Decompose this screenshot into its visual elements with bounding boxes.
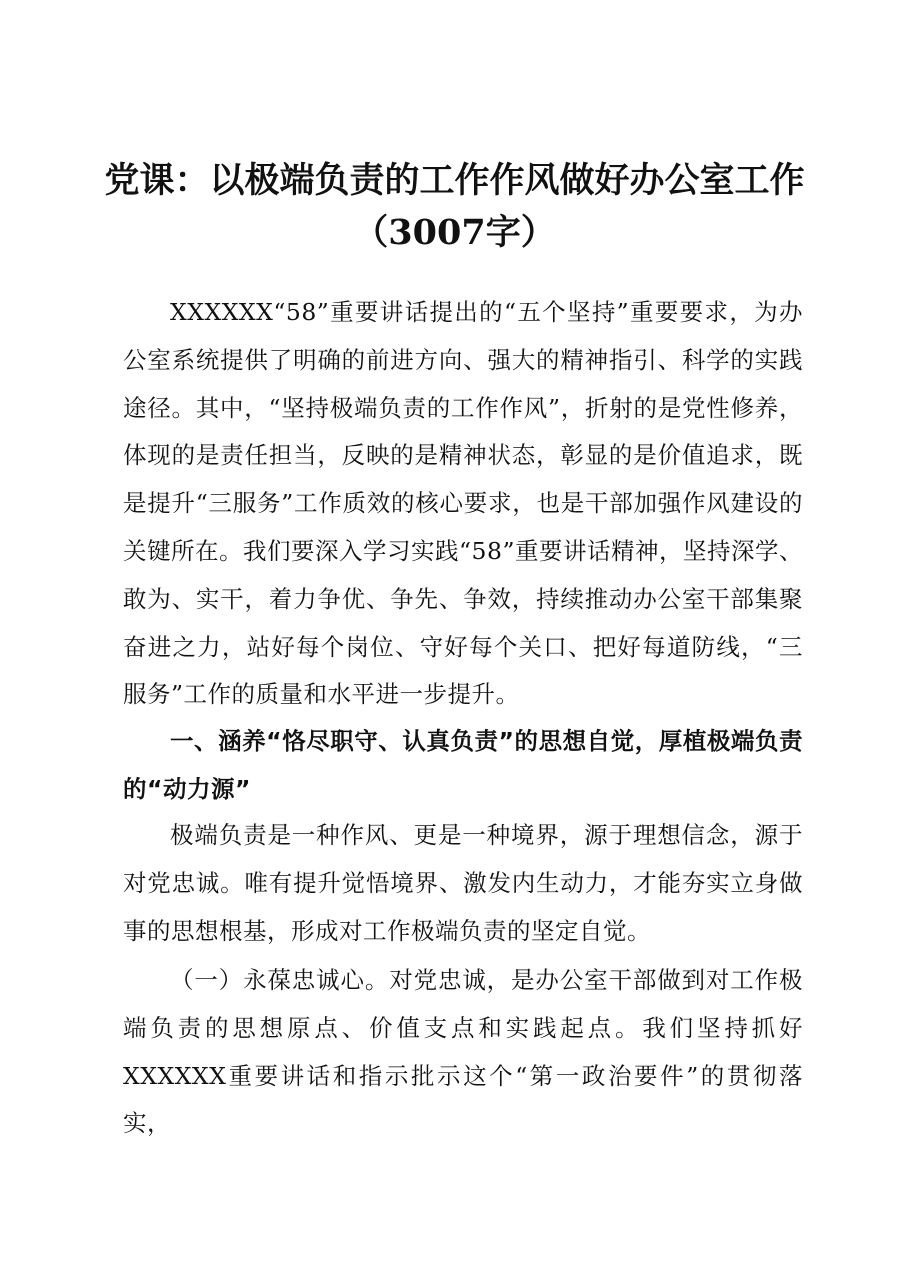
section-heading-1: 一、涵养“恪尽职守、认真负责”的思想自觉，厚植极端负责的“动力源” — [123, 727, 803, 803]
document-title: 党课：以极端负责的工作作风做好办公室工作 — [104, 160, 805, 201]
intro-paragraph: XXXXXX“58”重要讲话提出的“五个坚持”重要要求，为办公室系统提供了明确的前进方向、强大的精神指引、科学的实践途径。其中，“坚持极端负责的工作作风”，折射的是党性修养，体现的是责任担当，反映的是精神状态，彰显的是价值追求，既是提升“三服务”工作质效的核心要求，也是干部加强作风建设的关键所在。我们要深入学习实践“58”重要讲话精神，坚持深学、敢为、实干，着力争优、争先、争效，持续推动办公室干部集聚奋进之力，站好每个岗位、守好每个关口、把好每道防线，“三服务”工作的质量和水平进一步提升。 — [123, 298, 803, 709]
subsection-1-paragraph: （一）永葆忠诚心。对党忠诚，是办公室干部做到对工作极端负责的思想原点、价值支点和实践起点。我们坚持抓好XXXXXX重要讲话和指示批示这个“第一政治要件”的贯彻落实， — [123, 966, 803, 1138]
section-1-paragraph: 极端负责是一种作风、更是一种境界，源于理想信念，源于对党忠诚。唯有提升觉悟境界、激发内生动力，才能夯实立身做事的思想根基，形成对工作极端负责的坚定自觉。 — [123, 821, 803, 945]
document-word-count: （3007字） — [353, 212, 556, 253]
